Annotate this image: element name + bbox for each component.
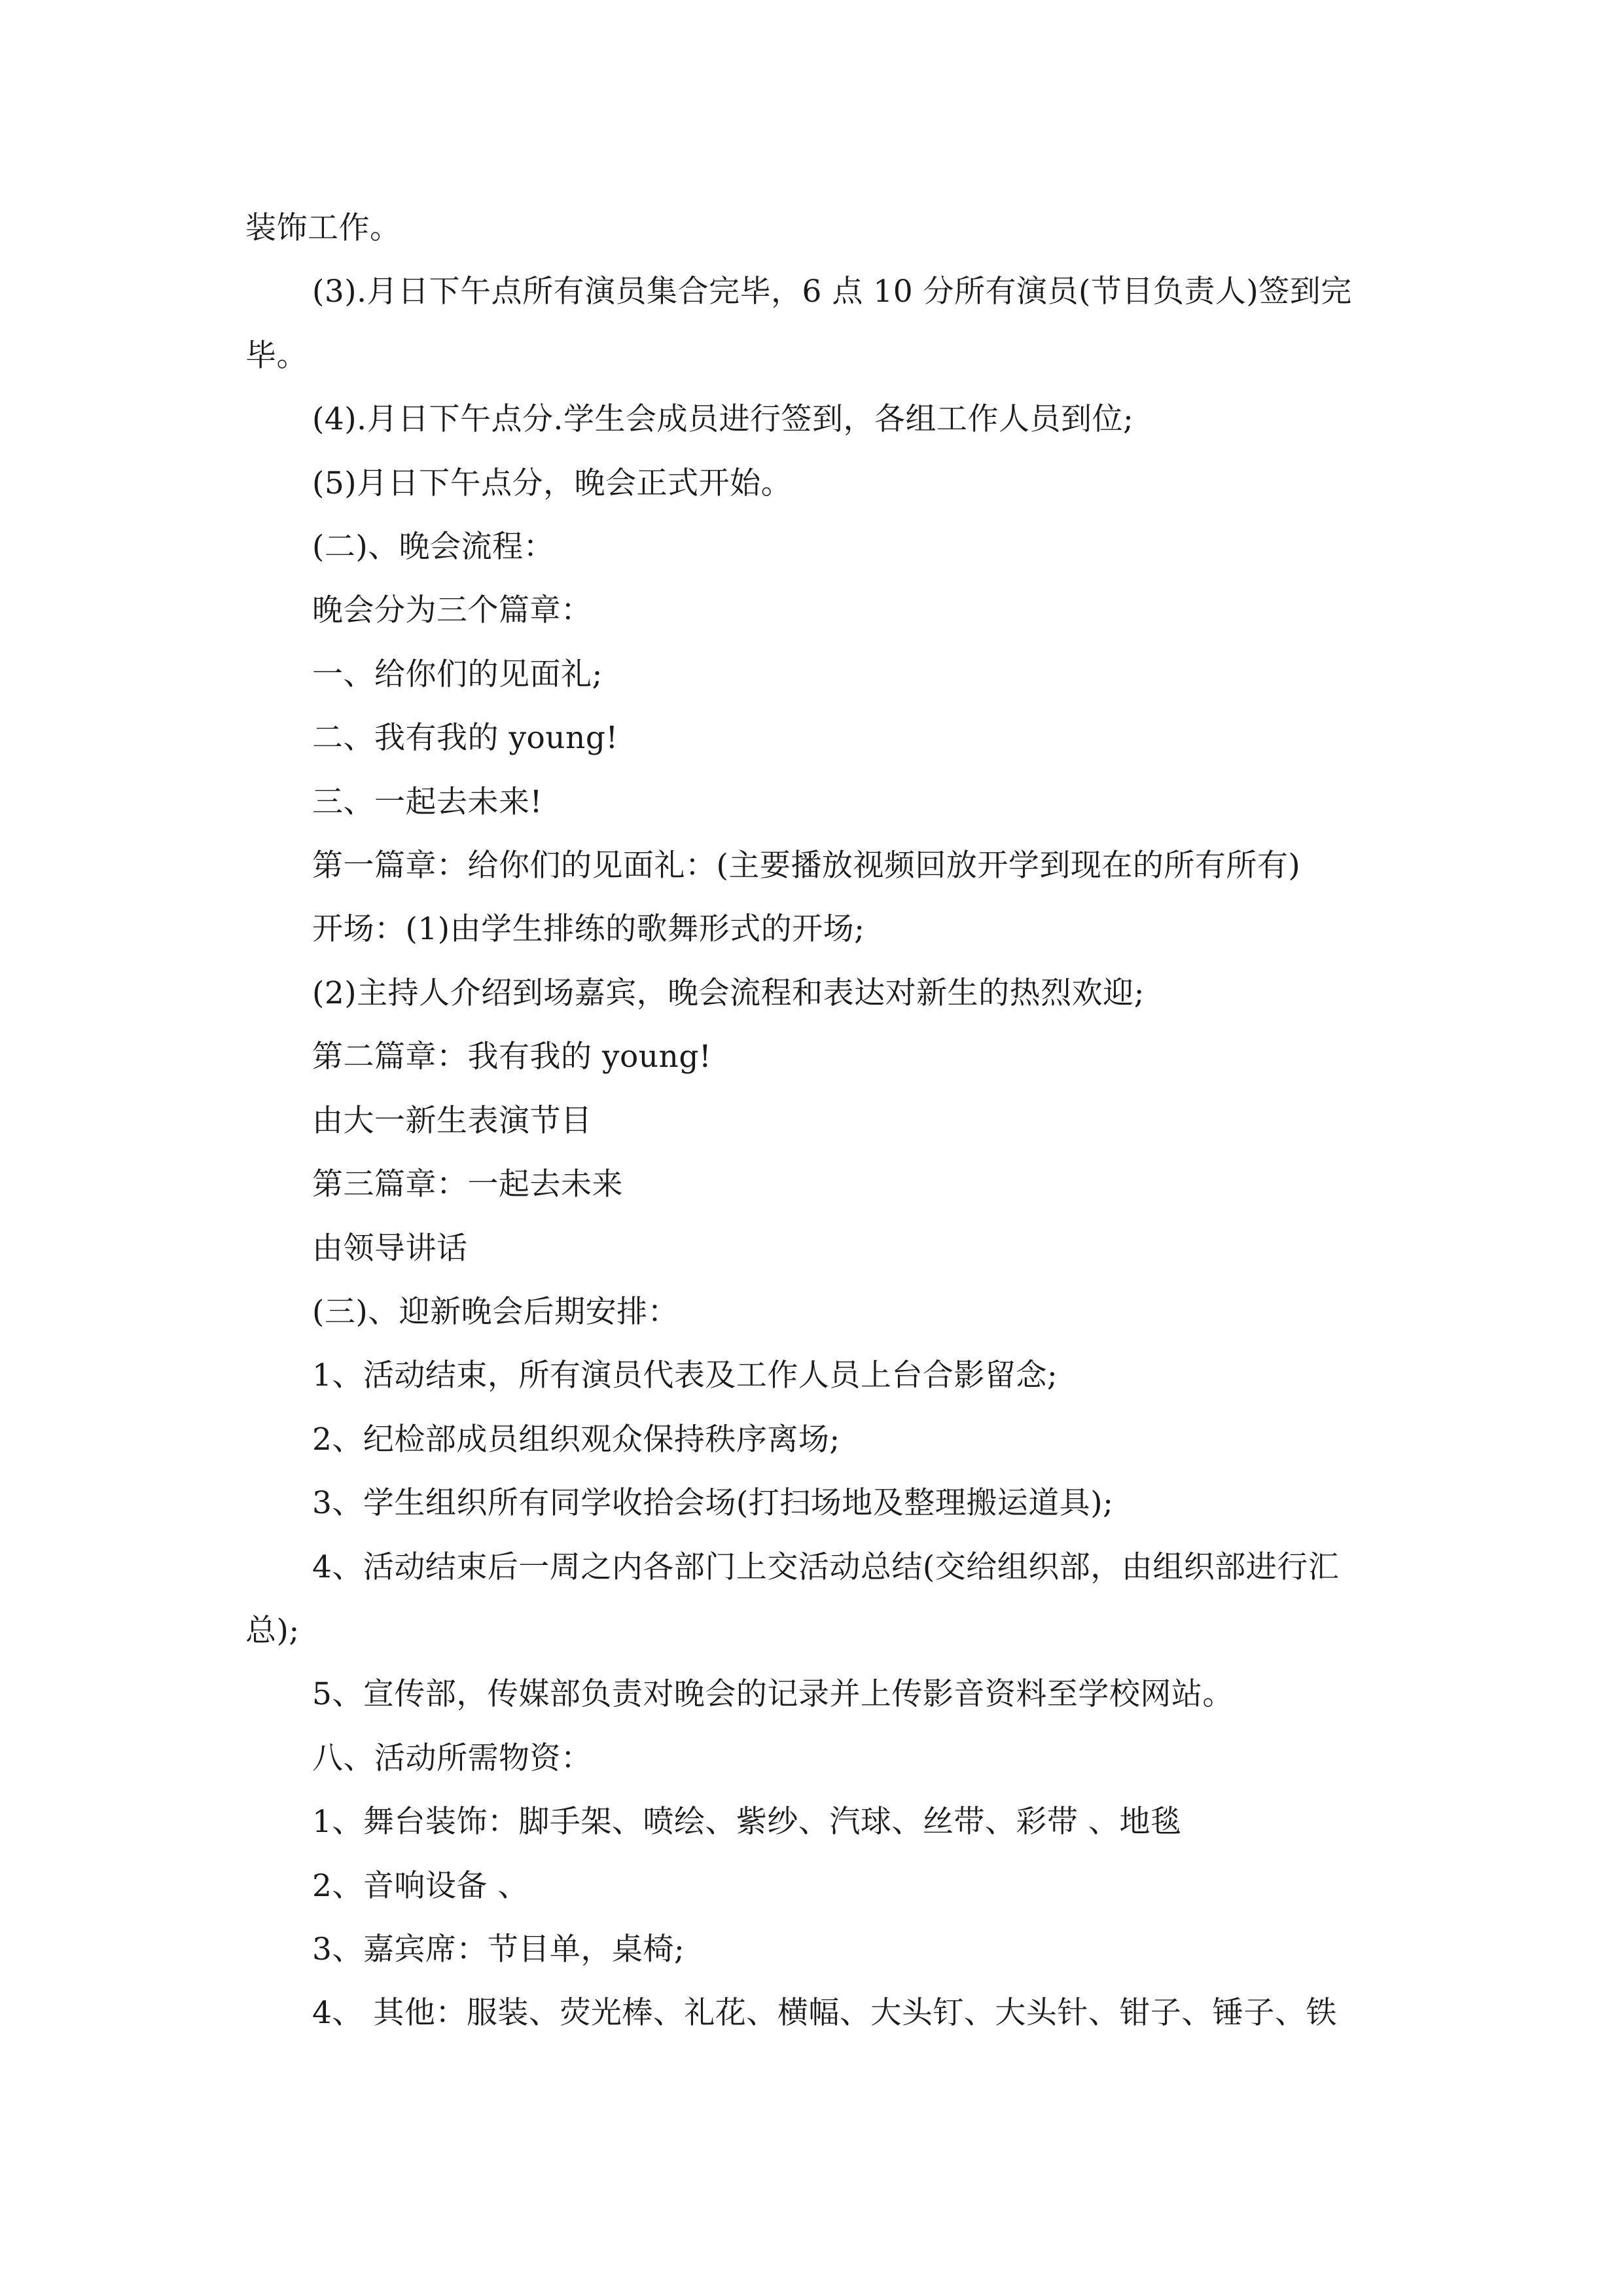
list-item: 二、我有我的 young! [312,720,618,757]
paragraph: 第一篇章：给你们的见面礼：(主要播放视频回放开学到现在的所有所有) [312,848,1301,884]
list-item: 1、活动结束，所有演员代表及工作人员上台合影留念; [312,1357,1058,1394]
list-item: 1、舞台装饰：脚手架、喷绘、紫纱、汽球、丝带、彩带 、地毯 [312,1804,1182,1840]
list-item: 3、学生组织所有同学收拾会场(打扫场地及整理搬运道具); [312,1485,1114,1522]
paragraph: (5)月日下午点分，晚会正式开始。 [312,465,793,501]
paragraph: 装饰工作。 [245,210,401,246]
paragraph: 第二篇章：我有我的 young! [312,1039,712,1075]
paragraph: (2)主持人介绍到场嘉宾，晚会流程和表达对新生的热烈欢迎; [312,975,1145,1011]
paragraph: 由领导讲话 [312,1230,468,1266]
list-item: 2、纪检部成员组织观众保持秩序离场; [312,1421,840,1458]
section-heading: 八、活动所需物资： [312,1740,592,1776]
list-item: 一、给你们的见面礼; [312,656,603,692]
list-item: 3、嘉宾席：节目单，桌椅; [312,1931,685,1967]
paragraph: 第三篇章：一起去未来 [312,1166,623,1203]
section-heading: (二)、晚会流程： [312,529,555,565]
paragraph: 由大一新生表演节目 [312,1102,592,1139]
list-item: 4、活动结束后一周之内各部门上交活动总结(交给组织部，由组织部进行汇总); [245,1549,1340,1649]
list-item: 4、 其他：服装、荧光棒、礼花、横幅、大头钉、大头针、钳子、锤子、铁 [312,1995,1337,2032]
paragraph: 晚会分为三个篇章： [312,592,592,629]
paragraph: (3).月日下午点所有演员集合完毕，6 点 10 分所有演员(节目负责人)签到完毕。 [245,274,1352,374]
paragraph: (4).月日下午点分.学生会成员进行签到，各组工作人员到位; [312,401,1134,438]
section-heading: (三)、迎新晚会后期安排： [312,1293,679,1330]
list-item: 2、音响设备 、 [312,1867,529,1904]
list-item: 5、宣传部，传媒部负责对晚会的记录并上传影音资料至学校网站。 [312,1676,1234,1713]
paragraph: 开场：(1)由学生排练的歌舞形式的开场; [312,911,865,948]
list-item: 三、一起去未来! [312,783,543,820]
document-body [245,196,1378,2045]
